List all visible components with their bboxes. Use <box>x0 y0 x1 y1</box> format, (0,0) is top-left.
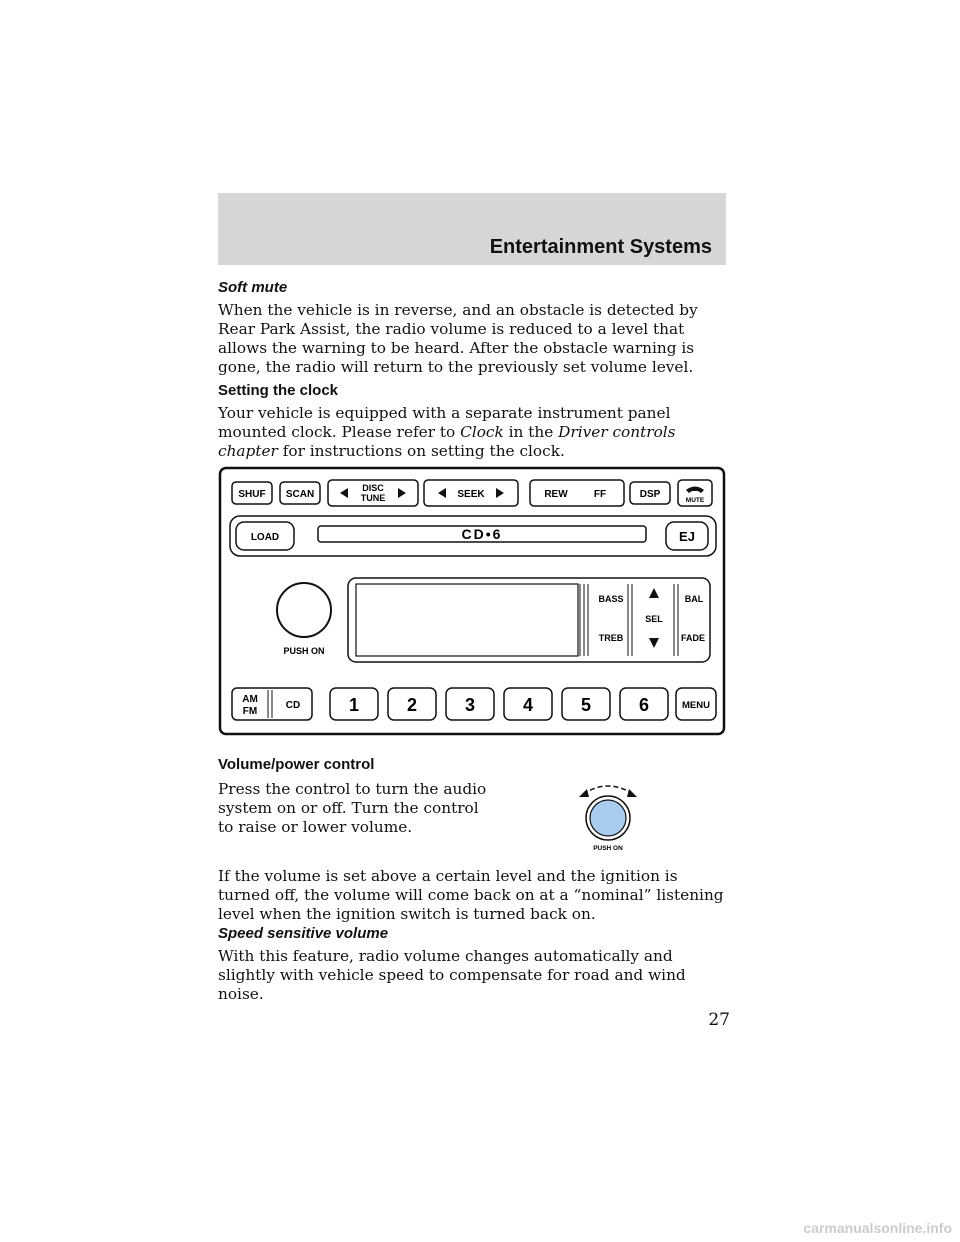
mute-label: MUTE <box>685 497 705 504</box>
dsp-label: DSP <box>639 489 661 500</box>
dsp-button[interactable] <box>630 482 670 504</box>
scan-button[interactable] <box>280 482 320 504</box>
cd-label: CD <box>285 700 301 711</box>
ff-label: FF <box>593 489 607 500</box>
volume-notes-block <box>218 867 730 1030</box>
preset-6-label: 6 <box>638 695 650 715</box>
rew-ff-button[interactable] <box>530 480 624 506</box>
preset-2-label: 2 <box>406 695 418 715</box>
clock-ref: Clock <box>460 423 504 441</box>
rotate-left-arrowhead-icon <box>579 789 589 797</box>
disc-tune-button[interactable] <box>328 480 418 506</box>
menu-label: MENU <box>682 700 710 711</box>
clock-body <box>218 404 730 461</box>
mute-button[interactable] <box>678 480 712 506</box>
page-number: 27 <box>708 1010 730 1030</box>
seek-button[interactable] <box>424 480 518 506</box>
intro-text-block <box>218 278 730 484</box>
volume-knob-figure <box>573 780 643 855</box>
ej-label: EJ <box>679 529 695 544</box>
clock-body-part-2: in the <box>503 423 559 441</box>
clock-body-part-3: for instructions on setting the clock. <box>277 442 565 460</box>
volume-knob[interactable] <box>277 583 331 637</box>
preset-button-2[interactable] <box>388 688 436 720</box>
preset-button-4[interactable] <box>504 688 552 720</box>
bass-label: BASS <box>598 594 624 604</box>
am-fm-cd-button[interactable] <box>232 688 312 720</box>
preset-1-label: 1 <box>348 695 360 715</box>
menu-button[interactable] <box>676 688 716 720</box>
volume-body: Press the control to turn the audio system on or off. Turn the control to raise or lower volume. <box>218 780 487 836</box>
watermark-logo <box>600 1218 956 1238</box>
svg-text:carmanualsonline.info: carmanualsonline.info <box>803 1220 952 1236</box>
section-title: Entertainment Systems <box>489 236 712 258</box>
speed-volume-body: With this feature, radio volume changes automatically and slightly with vehicle speed to compensate for road and wind noise. <box>218 947 686 1003</box>
tune-label: TUNE <box>360 493 386 503</box>
preset-3-label: 3 <box>464 695 476 715</box>
soft-mute-body: When the vehicle is in reverse, and an obstacle is detected by Rear Park Assist, the radio volume is reduced to a level that allows the warning to be heard. After the obstacle warning is gone, the radio will return to the previously set volume level. <box>218 301 698 376</box>
scan-label: SCAN <box>285 489 315 500</box>
treb-label: TREB <box>598 633 624 643</box>
seek-label: SEEK <box>457 489 485 500</box>
section-header <box>218 193 726 265</box>
rew-label: REW <box>544 489 568 500</box>
preset-button-1[interactable] <box>330 688 378 720</box>
driver-controls-ref: Driver controls chapter <box>218 423 676 460</box>
shuf-button[interactable] <box>232 482 272 504</box>
push-on-label: PUSH ON <box>283 646 325 656</box>
shuf-label: SHUF <box>238 489 266 500</box>
radio-faceplate-illustration <box>218 466 726 736</box>
preset-button-6[interactable] <box>620 688 668 720</box>
preset-5-label: 5 <box>580 695 592 715</box>
am-label: AM <box>242 694 258 705</box>
rotate-right-arrowhead-icon <box>627 789 637 797</box>
clock-body-part-1: Your vehicle is equipped with a separate instrument panel mounted clock. Please refer to <box>218 404 671 441</box>
clock-heading: Setting the clock <box>218 382 339 399</box>
eject-button[interactable] <box>666 522 708 550</box>
volume-section <box>218 755 730 837</box>
fade-label: FADE <box>680 633 706 643</box>
footer-watermark <box>600 1218 956 1238</box>
speed-volume-heading: Speed sensitive volume <box>218 925 389 942</box>
cd6-logo: CD•6 <box>461 526 503 542</box>
soft-mute-heading: Soft mute <box>218 279 288 296</box>
preset-button-3[interactable] <box>446 688 494 720</box>
nominal-volume-body: If the volume is set above a certain level and the ignition is turned off, the volume will come back on at a “nominal” listening level when the ignition switch is turned back on. <box>218 867 724 923</box>
load-button[interactable] <box>236 522 294 550</box>
bal-label: BAL <box>684 594 704 604</box>
fm-label: FM <box>242 706 258 717</box>
volume-heading: Volume/power control <box>218 756 375 773</box>
display-screen <box>356 584 578 656</box>
preset-4-label: 4 <box>522 695 534 715</box>
load-label: LOAD <box>250 532 280 543</box>
knob-push-on-label: PUSH ON <box>593 845 623 852</box>
disc-label: DISC <box>362 483 384 493</box>
preset-button-5[interactable] <box>562 688 610 720</box>
sel-label: SEL <box>645 614 663 624</box>
knob-icon <box>590 800 626 836</box>
rotation-arrow-icon <box>583 786 633 794</box>
